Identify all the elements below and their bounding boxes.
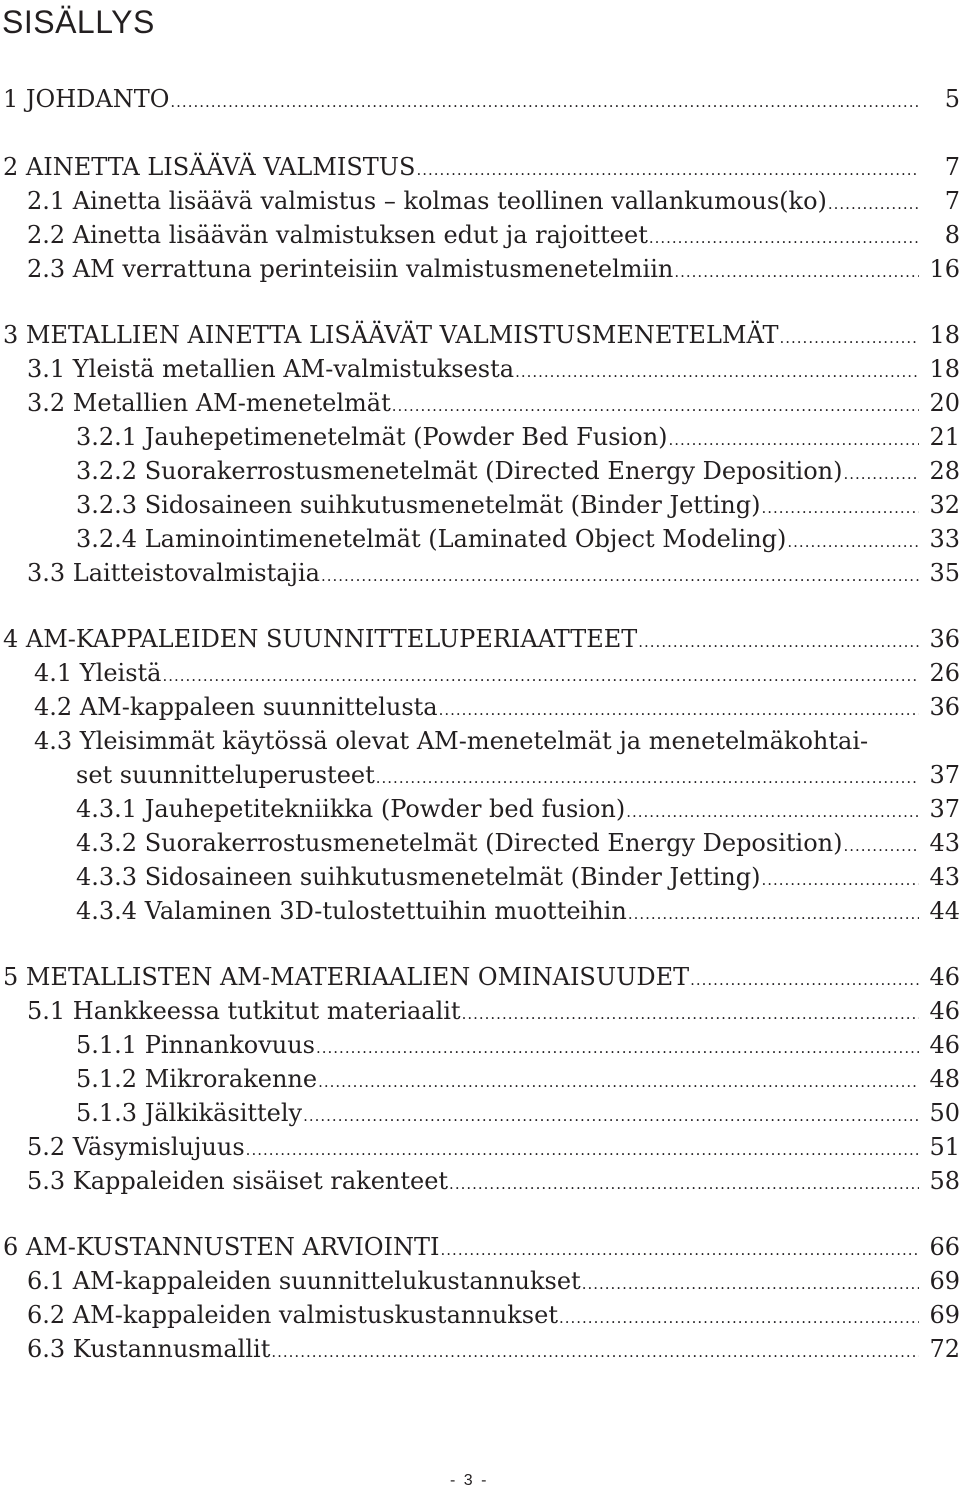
dot-leader (416, 153, 919, 187)
toc-entry-6[interactable] (3, 1230, 919, 1264)
toc-entry-label: 3.2.1 Jauhepetimenetelmät (Powder Bed Fusion) (76, 423, 668, 451)
toc-entry-label: 6.1 AM-kappaleiden suunnittelukustannukset (27, 1267, 581, 1295)
toc-page-number: 20 (929, 389, 960, 417)
toc-entry-label: 4.3.1 Jauhepetitekniikka (Powder bed fusion) (76, 795, 626, 823)
toc-entry-5-1[interactable] (27, 994, 919, 1028)
toc-entry-1[interactable] (3, 82, 919, 116)
toc-entry-5-2[interactable] (27, 1130, 919, 1164)
toc-entry-label: 3.2.4 Laminointimenetelmät (Laminated Object Modeling) (76, 525, 787, 553)
toc-page-number: 37 (929, 795, 960, 823)
toc-page-number: 32 (929, 491, 960, 519)
toc-entry-label: 5.1.2 Mikrorakenne (76, 1065, 318, 1093)
page-title: SISÄLLYS (2, 4, 155, 40)
toc-entry-4[interactable] (3, 622, 919, 656)
dot-leader (649, 221, 919, 255)
dot-leader (316, 1031, 919, 1065)
dot-leader (321, 559, 919, 593)
toc-page-number: 18 (929, 355, 960, 383)
dot-leader (690, 963, 919, 997)
dot-leader (674, 255, 919, 289)
toc-entry-label: 6 AM-KUSTANNUSTEN ARVIOINTI (3, 1233, 440, 1261)
toc-entry-2-1[interactable] (27, 184, 919, 218)
toc-entry-label: 3 METALLIEN AINETTA LISÄÄVÄT VALMISTUSMENETELMÄT (3, 321, 779, 349)
toc-page-number: 5 (944, 85, 960, 113)
toc-entry-label: 4.3.3 Sidosaineen suihkutusmenetelmät (Binder Jetting) (76, 863, 761, 891)
toc-entry-3-2-2[interactable] (76, 454, 919, 488)
toc-page-number: 36 (929, 625, 960, 653)
toc-entry-label: 5.1.3 Jälkikäsittely (76, 1099, 303, 1127)
toc-entry-4-3-cont[interactable] (76, 758, 919, 792)
dot-leader (449, 1167, 919, 1201)
toc-entry-5-1-1[interactable] (76, 1028, 919, 1062)
dot-leader (628, 897, 919, 931)
toc-page-number: 7 (944, 187, 960, 215)
toc-entry-label: 4.2 AM-kappaleen suunnittelusta (34, 693, 438, 721)
toc-entry-label: set suunnitteluperusteet (76, 761, 375, 789)
toc-page-number: 46 (929, 997, 960, 1025)
toc-entry-5-1-3[interactable] (76, 1096, 919, 1130)
toc-entry-3-3[interactable] (27, 556, 919, 590)
dot-leader (828, 187, 919, 221)
dot-leader (376, 761, 919, 795)
dot-leader (246, 1133, 919, 1167)
toc-entry-label: 6.3 Kustannusmallit (27, 1335, 271, 1363)
dot-leader (170, 85, 919, 119)
dot-leader (626, 795, 919, 829)
toc-page-number: 35 (929, 559, 960, 587)
toc-entry-label: 2 AINETTA LISÄÄVÄ VALMISTUS (3, 153, 416, 181)
toc-page-number: 72 (929, 1335, 960, 1363)
toc-entry-3-2-3[interactable] (76, 488, 919, 522)
toc-page-number: 50 (929, 1099, 960, 1127)
toc-entry-label: 1 JOHDANTO (3, 85, 170, 113)
toc-page-number: 36 (929, 693, 960, 721)
toc-entry-label: 3.1 Yleistä metallien AM-valmistuksesta (27, 355, 515, 383)
toc-entry-label: 5.2 Väsymislujuus (27, 1133, 245, 1161)
dot-leader (318, 1065, 919, 1099)
toc-entry-label: 4.1 Yleistä (34, 659, 162, 687)
toc-entry-6-2[interactable] (27, 1298, 919, 1332)
toc-entry-label: 4.3.4 Valaminen 3D-tulostettuihin muotteihin (76, 897, 627, 925)
dot-leader (439, 693, 919, 727)
toc-entry-4-3-1[interactable] (76, 792, 919, 826)
toc-entry-5-3[interactable] (27, 1164, 919, 1198)
dot-leader (843, 457, 919, 491)
toc-entry-label: 3.2 Metallien AM-menetelmät (27, 389, 391, 417)
toc-page-number: 7 (944, 153, 960, 181)
toc-entry-label: 5.1.1 Pinnankovuus (76, 1031, 315, 1059)
toc-entry-3-2-4[interactable] (76, 522, 919, 556)
toc-entry-4-2[interactable] (34, 690, 919, 724)
dot-leader (441, 1233, 919, 1267)
dot-leader (669, 423, 919, 457)
dot-leader (392, 389, 919, 423)
dot-leader (559, 1301, 919, 1335)
toc-page-number: 51 (929, 1133, 960, 1161)
toc-entry-4-1[interactable] (34, 656, 919, 690)
toc-entry-label: 6.2 AM-kappaleiden valmistuskustannukset (27, 1301, 558, 1329)
toc-entry-4-3[interactable] (34, 724, 919, 758)
toc-entry-4-3-2[interactable] (76, 826, 919, 860)
dot-leader (271, 1335, 919, 1369)
toc-entry-label: 2.3 AM verrattuna perinteisiin valmistusmenetelmiin (27, 255, 674, 283)
dot-leader (515, 355, 919, 389)
toc-entry-label: 4.3.2 Suorakerrostusmenetelmät (Directed Energy Deposition) (76, 829, 843, 857)
toc-page-number: 37 (929, 761, 960, 789)
toc-entry-3-1[interactable] (27, 352, 919, 386)
toc-entry-label: 3.3 Laitteistovalmistajia (27, 559, 320, 587)
toc-entry-6-1[interactable] (27, 1264, 919, 1298)
dot-leader (462, 997, 919, 1031)
dot-leader (162, 659, 919, 693)
toc-entry-2[interactable] (3, 150, 919, 184)
toc-entry-label: 5 METALLISTEN AM-MATERIAALIEN OMINAISUUDET (3, 963, 690, 991)
toc-entry-3-2-1[interactable] (76, 420, 919, 454)
page-number-footer: - 3 - (450, 1472, 489, 1489)
toc-page-number: 26 (929, 659, 960, 687)
toc-page-number: 48 (929, 1065, 960, 1093)
toc-entry-label: 3.2.2 Suorakerrostusmenetelmät (Directed Energy Deposition) (76, 457, 843, 485)
toc-entry-2-2[interactable] (27, 218, 919, 252)
toc-entry-label: 3.2.3 Sidosaineen suihkutusmenetelmät (Binder Jetting) (76, 491, 761, 519)
toc-entry-5[interactable] (3, 960, 919, 994)
toc-page-number: 18 (929, 321, 960, 349)
dot-leader (303, 1099, 919, 1133)
toc-entry-3-2[interactable] (27, 386, 919, 420)
dot-leader (843, 829, 919, 863)
toc-entry-label: 4.3 Yleisimmät käytössä olevat AM-menetelmät ja menetelmäkohtai- (34, 727, 869, 755)
toc-entry-3[interactable] (3, 318, 919, 352)
toc-page-number: 44 (929, 897, 960, 925)
toc-entry-4-3-3[interactable] (76, 860, 919, 894)
toc-page-number: 16 (929, 255, 960, 283)
toc-entry-6-3[interactable] (27, 1332, 919, 1366)
toc-entry-label: 4 AM-KAPPALEIDEN SUUNNITTELUPERIAATTEET (3, 625, 638, 653)
toc-page-number: 46 (929, 1031, 960, 1059)
dot-leader (787, 525, 919, 559)
toc-page-number: 69 (929, 1301, 960, 1329)
toc-page-number: 28 (929, 457, 960, 485)
toc-entry-2-3[interactable] (27, 252, 919, 286)
toc-entry-label: 2.1 Ainetta lisäävä valmistus – kolmas teollinen vallankumous(ko) (27, 187, 827, 215)
toc-page-number: 69 (929, 1267, 960, 1295)
toc-page-number: 43 (929, 829, 960, 857)
toc-page-number: 43 (929, 863, 960, 891)
toc-entry-label: 5.1 Hankkeessa tutkitut materiaalit (27, 997, 461, 1025)
toc-page-number: 33 (929, 525, 960, 553)
toc-entry-4-3-4[interactable] (76, 894, 919, 928)
toc-entry-label: 2.2 Ainetta lisäävän valmistuksen edut ja rajoitteet (27, 221, 648, 249)
toc-page-number: 8 (944, 221, 960, 249)
dot-leader (638, 625, 919, 659)
toc-entry-5-1-2[interactable] (76, 1062, 919, 1096)
dot-leader (761, 491, 919, 525)
dot-leader (761, 863, 919, 897)
toc-page-number: 21 (929, 423, 960, 451)
toc-page-number: 58 (929, 1167, 960, 1195)
dot-leader (779, 321, 919, 355)
toc-entry-label: 5.3 Kappaleiden sisäiset rakenteet (27, 1167, 449, 1195)
toc-page-number: 46 (929, 963, 960, 991)
dot-leader (582, 1267, 919, 1301)
toc-page-number: 66 (929, 1233, 960, 1261)
